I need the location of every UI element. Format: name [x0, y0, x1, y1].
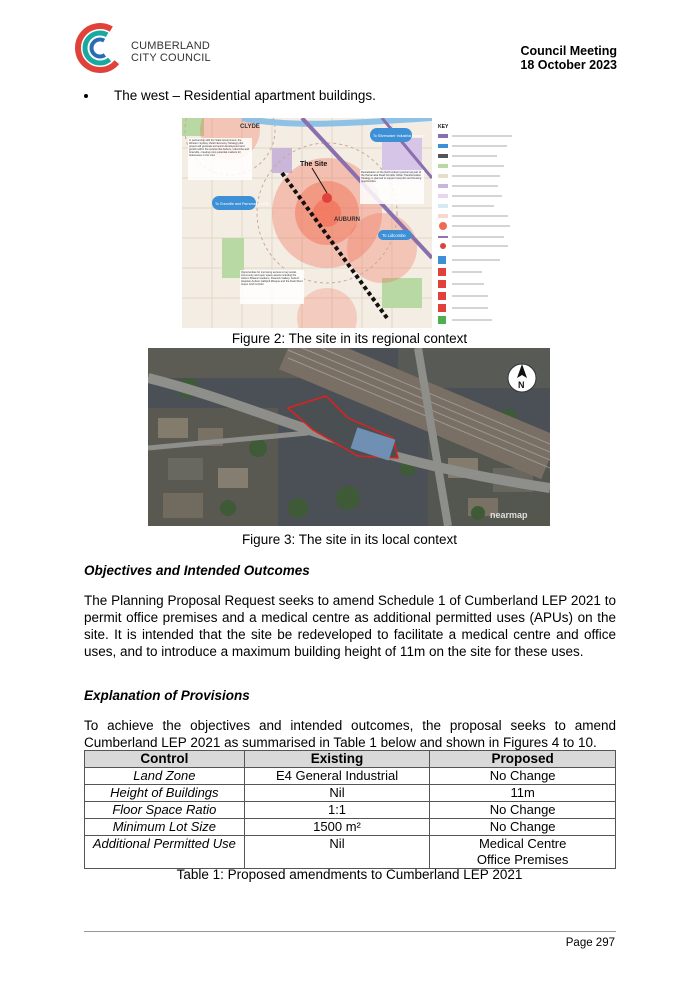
- regional-map-graphic: [182, 118, 522, 328]
- table-row: [85, 836, 616, 869]
- map-label-to-silverwater: To Silverwater Industrial precinct: [373, 134, 425, 138]
- table-cell: Nil: [244, 785, 430, 802]
- table-cell: 11m: [430, 785, 616, 802]
- table-cell: Floor Space Ratio: [85, 802, 245, 819]
- figure-3-caption: Figure 3: The site in its local context: [241, 532, 458, 547]
- table-cell: Minimum Lot Size: [85, 819, 245, 836]
- heading-explanation: Explanation of Provisions: [84, 688, 250, 703]
- table-row: [85, 785, 616, 802]
- table-header-cell: Proposed: [430, 751, 616, 768]
- table-cell: E4 General Industrial: [244, 768, 430, 785]
- map-label-clyde: CLYDE: [240, 124, 260, 130]
- bullet-icon: [84, 94, 88, 98]
- table-cell-line: Office Premises: [476, 852, 569, 867]
- map-note-right: Revitalisation of the North Auburn precinct as part of the Parramatta Road Corridor Urban Transformation Strategy is planned to support new jobs and housing opportunities: [361, 171, 422, 183]
- map-note-bottom: Opportunities for improving access to key social, community and open space assets including the Auburn Botanic Gardens, Peacock Gallery, Auburn Hospital, Auburn Gallipoli Mosque and the Duck River Green Grid Corridor: [241, 271, 303, 286]
- table-row: [85, 768, 616, 785]
- meeting-info: [520, 44, 617, 72]
- table-1-caption: Table 1: Proposed amendments to Cumberland LEP 2021: [176, 867, 523, 882]
- table-cell: Height of Buildings: [85, 785, 245, 802]
- org-line-1: CUMBERLAND: [131, 40, 211, 52]
- bullet-item: [84, 88, 376, 103]
- table-cell: Nil: [244, 836, 430, 869]
- table-row: [85, 819, 616, 836]
- organisation-name: [131, 40, 211, 64]
- paragraph-objectives: The Planning Proposal Request seeks to amend Schedule 1 of Cumberland LEP 2021 to permit office premises and a medical centre as additional permitted uses (APUs) on the site. It is intended that the site be redeveloped to facilitate a medical centre and office uses, and to introduce a maximum building height of 11m on the site for these uses.: [84, 593, 616, 659]
- table-cell: No Change: [430, 802, 616, 819]
- aerial-photo-graphic: [148, 348, 550, 526]
- meeting-title: Council Meeting: [520, 44, 617, 58]
- map-label-to-lidcombe: To Lidcombe: [382, 233, 406, 238]
- north-label: N: [518, 380, 525, 390]
- page-number: Page 297: [565, 937, 615, 949]
- table-cell: Land Zone: [85, 768, 245, 785]
- table-cell: No Change: [430, 768, 616, 785]
- bullet-text: The west – Residential apartment buildings.: [114, 88, 376, 103]
- map-label-auburn: AUBURN: [334, 217, 360, 223]
- cumberland-logo: [74, 22, 126, 74]
- heading-objectives: Objectives and Intended Outcomes: [84, 563, 310, 578]
- map-key-title: KEY: [438, 124, 449, 130]
- footer-divider: [84, 931, 616, 932]
- table-cell: 1:1: [244, 802, 430, 819]
- paragraph-explanation: To achieve the objectives and intended outcomes, the proposal seeks to amend Cumberland LEP 2021 as summarised in Table 1 below and shown in Figures 4 to 10.: [84, 718, 616, 750]
- table-cell: [430, 836, 616, 869]
- nearmap-watermark: nearmap: [490, 510, 528, 520]
- amendments-table: [84, 750, 616, 869]
- table-cell: 1500 m²: [244, 819, 430, 836]
- map-note-top: In partnership with the State Government, the Western Sydney Visitor Economy Strategy pilot project will generate economic development and growth within the centres like Auburn, Lidcombe and Granville, creating more potential markets for businesses in the LGA: [189, 139, 249, 157]
- figure-2-regional-map: [182, 118, 522, 328]
- table-header-row: [85, 751, 616, 768]
- table-cell-line: Medical Centre: [478, 836, 567, 851]
- table-cell: Additional Permitted Use: [85, 836, 245, 869]
- map-label-the-site: The Site: [300, 161, 328, 168]
- map-label-to-granville: To Granville and Parramatta CBD: [215, 202, 269, 206]
- figure-3-aerial-photo: [148, 348, 550, 526]
- table-header-cell: Existing: [244, 751, 430, 768]
- table-cell: No Change: [430, 819, 616, 836]
- table-row: [85, 802, 616, 819]
- org-line-2: CITY COUNCIL: [131, 52, 211, 64]
- meeting-date: 18 October 2023: [520, 58, 617, 72]
- figure-2-caption: Figure 2: The site in its regional context: [231, 331, 468, 346]
- table-header-cell: Control: [85, 751, 245, 768]
